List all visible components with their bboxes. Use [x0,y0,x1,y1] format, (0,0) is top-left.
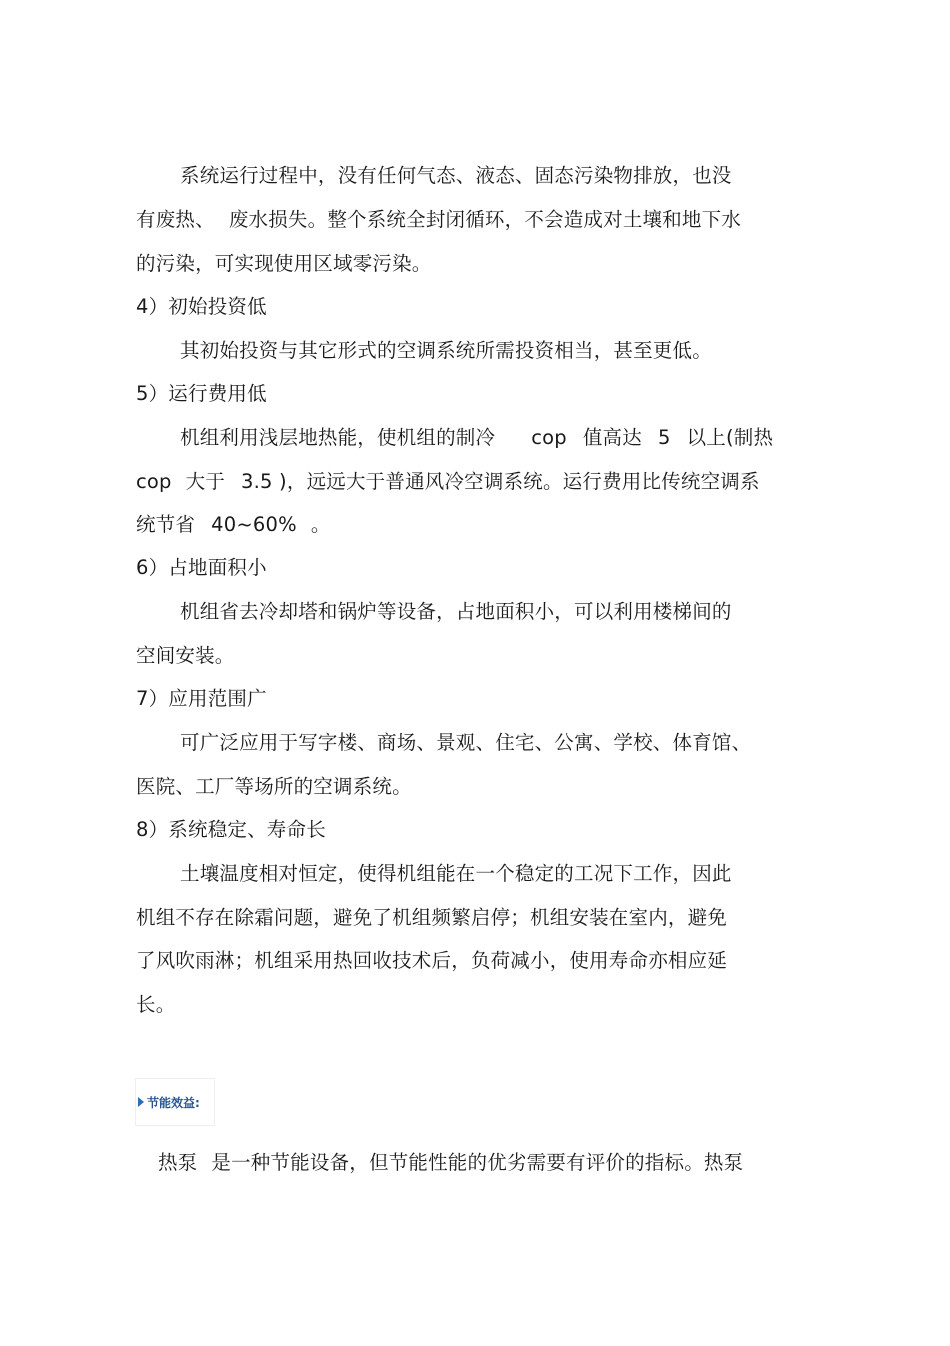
paragraph-line: 机组不存在除霜问题，避免了机组频繁启停；机组安装在室内，避免 [136,906,728,929]
text-span: 值高达 [582,426,642,449]
paragraph-line [180,425,773,451]
text-span: 有废热、 [136,208,215,231]
paragraph-line: 的污染，可实现使用区域零污染。 [136,252,432,275]
paragraph-line: 了风吹雨淋；机组采用热回收技术后，负荷减小，使用寿命亦相应延 [136,949,728,972]
text-span: 5 [657,426,671,449]
paragraph-line: 系统运行过程中，没有任何气态、液态、固态污染物排放，也没 [180,164,732,187]
paragraph-line [136,207,741,233]
text-span: 。 [310,513,331,536]
paragraph-line: 可广泛应用于写字楼、商场、景观、住宅、公寓、学校、体育馆、 [180,731,752,754]
paragraph-line: 医院、工厂等场所的空调系统。 [136,775,412,798]
paragraph-line [158,1150,743,1176]
text-span: 热泵 [158,1151,198,1174]
section-heading: 8）系统稳定、寿命长 [136,818,326,841]
paragraph-line: 机组省去冷却塔和锅炉等设备，占地面积小，可以利用楼梯间的 [180,600,732,623]
text-span: 是一种节能设备，但节能性能的优劣需要有评价的指标。热泵 [211,1151,744,1174]
text-span: cop [136,470,172,493]
paragraph-line [136,512,331,538]
text-span: 统节省 [136,513,196,536]
text-span: 大于 [185,470,226,493]
paragraph-line: 土壤温度相对恒定，使得机组能在一个稳定的工况下工作，因此 [180,862,732,885]
badge-label: 节能效益: [147,1095,200,1110]
text-span: 以上(制热 [686,426,774,449]
text-span: 机组利用浅层地热能，使机组的制冷 [180,426,496,449]
paragraph-line: 长。 [136,993,176,1016]
section-heading: 6）占地面积小 [136,556,267,579]
text-span: 3.5 )，远远大于普通风冷空调系统。运行费用比传统空调系 [241,470,760,493]
paragraph-line [136,469,760,495]
triangle-right-icon [138,1097,144,1107]
section-heading: 4）初始投资低 [136,295,267,318]
section-heading: 5）运行费用低 [136,382,267,405]
paragraph-line: 其初始投资与其它形式的空调系统所需投资相当，甚至更低。 [180,339,712,362]
text-span: cop [531,426,567,449]
paragraph-line: 空间安装。 [136,644,235,667]
text-span: 40~60% [211,513,297,536]
text-span: 废水损失。整个系统全封闭循环，不会造成对土壤和地下水 [228,208,742,231]
section-heading: 7）应用范围广 [136,687,267,710]
section-badge [135,1078,215,1126]
